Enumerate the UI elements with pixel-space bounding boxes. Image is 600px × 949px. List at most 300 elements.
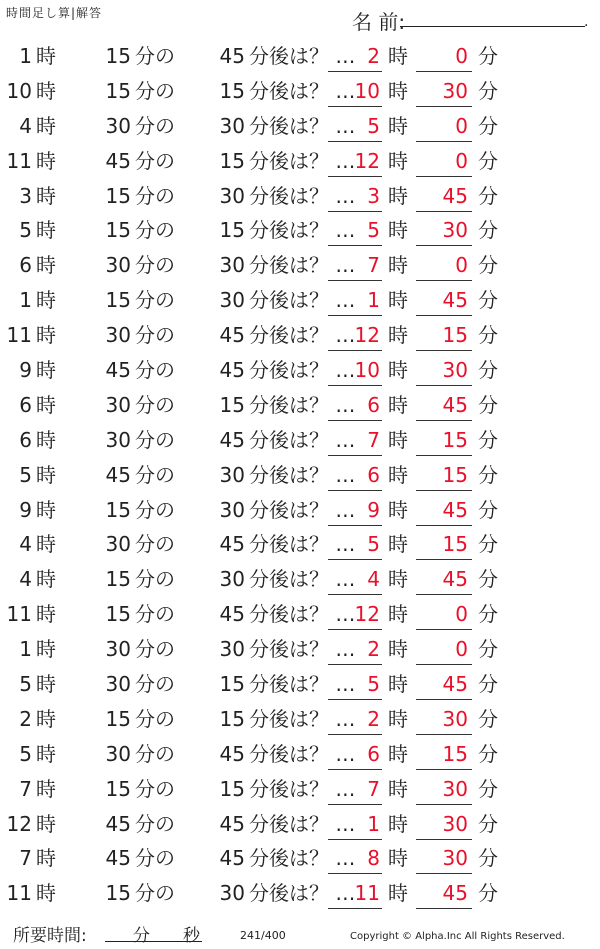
answer-minute-blank[interactable]	[416, 176, 472, 177]
hour-label: 時	[36, 602, 56, 627]
answer-hour-label: 時	[388, 567, 408, 592]
answer-hour: 12	[354, 323, 380, 348]
answer-hour-blank[interactable]	[328, 559, 382, 560]
answer-hour-label: 時	[388, 672, 408, 697]
answer-hour-blank[interactable]	[328, 385, 382, 386]
added-minutes: 15	[219, 218, 245, 243]
answer-hour-label: 時	[388, 846, 408, 871]
problem-row	[0, 213, 600, 248]
answer-minute: 0	[455, 113, 468, 138]
hour-label: 時	[36, 288, 56, 313]
answer-hour-label: 時	[388, 637, 408, 662]
start-minute: 15	[105, 881, 131, 906]
start-minute: 30	[105, 113, 131, 138]
answer-minute-blank[interactable]	[416, 245, 472, 246]
answer-hour-blank[interactable]	[328, 176, 382, 177]
answer-minute-label: 分	[478, 183, 498, 208]
problem-list	[0, 39, 600, 911]
minute-of-label: 分の	[135, 462, 175, 487]
minute-of-label: 分の	[135, 183, 175, 208]
problem-row	[0, 39, 600, 74]
answer-minute-label: 分	[478, 113, 498, 138]
answer-minute-blank[interactable]	[416, 699, 472, 700]
answer-hour-blank[interactable]	[328, 420, 382, 421]
hour-label: 時	[36, 776, 56, 801]
start-hour: 4	[19, 532, 32, 557]
answer-hour-label: 時	[388, 253, 408, 278]
answer-hour: 2	[367, 44, 380, 68]
answer-hour: 10	[354, 78, 380, 103]
minute-of-label: 分の	[135, 218, 175, 243]
start-hour: 5	[19, 218, 32, 243]
start-minute: 30	[105, 741, 131, 766]
hour-label: 時	[36, 672, 56, 697]
problem-row	[0, 807, 600, 842]
answer-hour: 1	[367, 288, 380, 313]
start-hour: 7	[19, 776, 32, 801]
answer-hour-blank[interactable]	[328, 490, 382, 491]
answer-hour-label: 時	[388, 427, 408, 452]
start-minute: 30	[105, 323, 131, 348]
answer-hour-label: 時	[388, 532, 408, 557]
start-minute: 30	[105, 672, 131, 697]
start-hour: 9	[19, 497, 32, 522]
answer-hour-label: 時	[388, 358, 408, 383]
start-minute: 45	[105, 358, 131, 383]
answer-hour: 1	[367, 811, 380, 836]
answer-minute-blank[interactable]	[416, 908, 472, 909]
problem-row	[0, 109, 600, 144]
after-label: 分後は？ …	[249, 113, 356, 138]
answer-hour-blank[interactable]	[328, 908, 382, 909]
problem-row	[0, 423, 600, 458]
added-minutes: 45	[219, 532, 245, 557]
answer-minute: 30	[442, 811, 468, 836]
answer-minute-label: 分	[478, 462, 498, 487]
answer-minute-blank[interactable]	[416, 350, 472, 351]
answer-minute-blank[interactable]	[416, 280, 472, 281]
problem-row	[0, 737, 600, 772]
answer-minute-blank[interactable]	[416, 420, 472, 421]
hour-label: 時	[36, 148, 56, 173]
problem-row	[0, 144, 600, 179]
minute-of-label: 分の	[135, 637, 175, 662]
minute-of-label: 分の	[135, 323, 175, 348]
answer-hour: 7	[367, 427, 380, 452]
start-minute: 45	[105, 846, 131, 871]
answer-minute-label: 分	[478, 637, 498, 662]
problem-row	[0, 667, 600, 702]
start-hour: 2	[19, 706, 32, 731]
start-minute: 45	[105, 462, 131, 487]
answer-hour: 5	[367, 113, 380, 138]
added-minutes: 45	[219, 811, 245, 836]
answer-minute-label: 分	[478, 323, 498, 348]
after-label: 分後は？ …	[249, 462, 356, 487]
start-hour: 11	[6, 148, 32, 173]
answer-hour-label: 時	[388, 323, 408, 348]
minute-of-label: 分の	[135, 881, 175, 906]
answer-hour: 11	[354, 881, 380, 906]
minute-of-label: 分の	[135, 741, 175, 766]
after-label: 分後は？ …	[249, 427, 356, 452]
start-hour: 11	[6, 881, 32, 906]
added-minutes: 45	[219, 741, 245, 766]
answer-hour-label: 時	[388, 392, 408, 417]
answer-minute: 30	[442, 776, 468, 801]
added-minutes: 15	[219, 148, 245, 173]
answer-hour-label: 時	[388, 462, 408, 487]
added-minutes: 30	[219, 462, 245, 487]
answer-hour-blank[interactable]	[328, 141, 382, 142]
name-line[interactable]	[400, 26, 585, 27]
answer-minute-blank[interactable]	[416, 71, 472, 72]
answer-minute-blank[interactable]	[416, 490, 472, 491]
hour-label: 時	[36, 427, 56, 452]
name-dot: .	[584, 14, 589, 30]
answer-minute: 30	[442, 846, 468, 871]
answer-minute-label: 分	[478, 253, 498, 278]
answer-minute-blank[interactable]	[416, 804, 472, 805]
added-minutes: 45	[219, 323, 245, 348]
answer-minute-blank[interactable]	[416, 769, 472, 770]
answer-minute: 45	[442, 392, 468, 417]
after-label: 分後は？ …	[249, 392, 356, 417]
minute-of-label: 分の	[135, 672, 175, 697]
start-hour: 12	[6, 811, 32, 836]
answer-hour-label: 時	[388, 78, 408, 103]
start-minute: 15	[105, 183, 131, 208]
added-minutes: 30	[219, 183, 245, 208]
added-minutes: 45	[219, 846, 245, 871]
answer-hour: 9	[367, 497, 380, 522]
answer-minute: 30	[442, 78, 468, 103]
start-minute: 15	[105, 288, 131, 313]
answer-minute-label: 分	[478, 881, 498, 906]
after-label: 分後は？ …	[249, 532, 356, 557]
added-minutes: 30	[219, 637, 245, 662]
answer-hour-label: 時	[388, 602, 408, 627]
answer-minute-label: 分	[478, 776, 498, 801]
problem-row	[0, 772, 600, 807]
added-minutes: 15	[219, 392, 245, 417]
answer-minute-label: 分	[478, 427, 498, 452]
answer-minute-blank[interactable]	[416, 106, 472, 107]
problem-row	[0, 562, 600, 597]
answer-hour-blank[interactable]	[328, 455, 382, 456]
added-minutes: 15	[219, 672, 245, 697]
answer-minute-label: 分	[478, 602, 498, 627]
answer-minute: 0	[455, 44, 468, 68]
answer-minute-label: 分	[478, 532, 498, 557]
minute-of-label: 分の	[135, 253, 175, 278]
hour-label: 時	[36, 44, 56, 68]
after-label: 分後は？ …	[249, 881, 356, 906]
start-hour: 6	[19, 427, 32, 452]
hour-label: 時	[36, 567, 56, 592]
start-minute: 30	[105, 392, 131, 417]
answer-minute-blank[interactable]	[416, 211, 472, 212]
answer-hour-blank[interactable]	[328, 699, 382, 700]
hour-label: 時	[36, 253, 56, 278]
minute-of-label: 分の	[135, 358, 175, 383]
answer-minute: 0	[455, 148, 468, 173]
answer-minute-blank[interactable]	[416, 873, 472, 874]
start-minute: 45	[105, 148, 131, 173]
answer-minute: 45	[442, 567, 468, 592]
answer-minute-blank[interactable]	[416, 455, 472, 456]
start-hour: 1	[19, 637, 32, 662]
after-label: 分後は？ …	[249, 497, 356, 522]
problem-row	[0, 74, 600, 109]
answer-hour-blank[interactable]	[328, 769, 382, 770]
problem-row	[0, 283, 600, 318]
name-label: 名 前:	[352, 10, 406, 34]
answer-hour-blank[interactable]	[328, 873, 382, 874]
after-label: 分後は？ …	[249, 846, 356, 871]
start-hour: 11	[6, 602, 32, 627]
after-label: 分後は？ …	[249, 218, 356, 243]
answer-minute-label: 分	[478, 78, 498, 103]
answer-hour-label: 時	[388, 148, 408, 173]
start-minute: 30	[105, 427, 131, 452]
answer-hour: 12	[354, 148, 380, 173]
start-hour: 5	[19, 741, 32, 766]
after-label: 分後は？ …	[249, 253, 356, 278]
after-label: 分後は？ …	[249, 183, 356, 208]
answer-minute: 45	[442, 497, 468, 522]
answer-minute-label: 分	[478, 358, 498, 383]
hour-label: 時	[36, 323, 56, 348]
start-minute: 30	[105, 637, 131, 662]
answer-minute-label: 分	[478, 44, 498, 68]
answer-hour-label: 時	[388, 497, 408, 522]
added-minutes: 15	[219, 776, 245, 801]
answer-minute-label: 分	[478, 741, 498, 766]
added-minutes: 45	[219, 44, 245, 68]
start-minute: 15	[105, 602, 131, 627]
time-minute-label: 分	[133, 926, 150, 946]
hour-label: 時	[36, 706, 56, 731]
hour-label: 時	[36, 78, 56, 103]
copyright: Copyright © Alpha.Inc All Rights Reserved.	[350, 931, 565, 942]
start-hour: 1	[19, 288, 32, 313]
answer-hour-blank[interactable]	[328, 839, 382, 840]
answer-hour-label: 時	[388, 44, 408, 68]
minute-of-label: 分の	[135, 44, 175, 68]
answer-hour: 5	[367, 672, 380, 697]
problem-row	[0, 248, 600, 283]
start-minute: 15	[105, 706, 131, 731]
answer-minute: 0	[455, 602, 468, 627]
hour-label: 時	[36, 811, 56, 836]
hour-label: 時	[36, 392, 56, 417]
start-hour: 10	[6, 78, 32, 103]
problem-row	[0, 597, 600, 632]
start-hour: 11	[6, 323, 32, 348]
added-minutes: 30	[219, 288, 245, 313]
answer-hour-blank[interactable]	[328, 211, 382, 212]
hour-label: 時	[36, 846, 56, 871]
hour-label: 時	[36, 462, 56, 487]
after-label: 分後は？ …	[249, 567, 356, 592]
answer-hour-label: 時	[388, 776, 408, 801]
start-hour: 9	[19, 358, 32, 383]
start-hour: 7	[19, 846, 32, 871]
answer-hour-label: 時	[388, 881, 408, 906]
minute-of-label: 分の	[135, 776, 175, 801]
answer-hour: 7	[367, 253, 380, 278]
added-minutes: 30	[219, 253, 245, 278]
answer-hour: 6	[367, 392, 380, 417]
start-minute: 15	[105, 497, 131, 522]
minute-of-label: 分の	[135, 532, 175, 557]
start-hour: 4	[19, 113, 32, 138]
answer-minute-blank[interactable]	[416, 839, 472, 840]
problem-row	[0, 632, 600, 667]
start-minute: 15	[105, 776, 131, 801]
answer-minute: 30	[442, 706, 468, 731]
problem-row	[0, 702, 600, 737]
after-label: 分後は？ …	[249, 358, 356, 383]
answer-hour: 2	[367, 637, 380, 662]
answer-minute-blank[interactable]	[416, 385, 472, 386]
hour-label: 時	[36, 218, 56, 243]
start-minute: 30	[105, 532, 131, 557]
after-label: 分後は？ …	[249, 741, 356, 766]
answer-minute-label: 分	[478, 811, 498, 836]
answer-minute: 15	[442, 532, 468, 557]
start-hour: 6	[19, 253, 32, 278]
worksheet-title: 時間足し算|解答	[6, 6, 103, 20]
answer-minute: 45	[442, 183, 468, 208]
problem-row	[0, 493, 600, 528]
answer-minute: 15	[442, 323, 468, 348]
answer-minute-label: 分	[478, 497, 498, 522]
added-minutes: 30	[219, 113, 245, 138]
answer-hour-label: 時	[388, 113, 408, 138]
answer-minute-blank[interactable]	[416, 594, 472, 595]
time-second-label: 秒	[183, 926, 200, 946]
added-minutes: 15	[219, 706, 245, 731]
after-label: 分後は？ …	[249, 323, 356, 348]
answer-minute: 15	[442, 427, 468, 452]
answer-minute-blank[interactable]	[416, 629, 472, 630]
answer-minute-blank[interactable]	[416, 525, 472, 526]
minute-of-label: 分の	[135, 113, 175, 138]
answer-minute-label: 分	[478, 567, 498, 592]
answer-minute: 0	[455, 637, 468, 662]
added-minutes: 30	[219, 567, 245, 592]
hour-label: 時	[36, 113, 56, 138]
minute-of-label: 分の	[135, 288, 175, 313]
hour-label: 時	[36, 358, 56, 383]
answer-minute-blank[interactable]	[416, 734, 472, 735]
problem-row	[0, 353, 600, 388]
answer-hour-blank[interactable]	[328, 71, 382, 72]
minute-of-label: 分の	[135, 567, 175, 592]
answer-minute-blank[interactable]	[416, 315, 472, 316]
answer-minute: 45	[442, 881, 468, 906]
after-label: 分後は？ …	[249, 78, 356, 103]
answer-hour: 7	[367, 776, 380, 801]
start-hour: 5	[19, 672, 32, 697]
problem-row	[0, 527, 600, 562]
answer-hour-blank[interactable]	[328, 525, 382, 526]
added-minutes: 45	[219, 358, 245, 383]
answer-minute: 45	[442, 672, 468, 697]
after-label: 分後は？ …	[249, 776, 356, 801]
answer-hour-blank[interactable]	[328, 734, 382, 735]
answer-hour-blank[interactable]	[328, 315, 382, 316]
answer-hour: 12	[354, 602, 380, 627]
problem-row	[0, 841, 600, 876]
added-minutes: 30	[219, 497, 245, 522]
answer-hour-blank[interactable]	[328, 629, 382, 630]
hour-label: 時	[36, 881, 56, 906]
after-label: 分後は？ …	[249, 602, 356, 627]
answer-hour-label: 時	[388, 706, 408, 731]
hour-label: 時	[36, 183, 56, 208]
answer-hour-blank[interactable]	[328, 350, 382, 351]
answer-hour: 6	[367, 462, 380, 487]
answer-hour-blank[interactable]	[328, 594, 382, 595]
minute-of-label: 分の	[135, 497, 175, 522]
minute-of-label: 分の	[135, 602, 175, 627]
after-label: 分後は？ …	[249, 44, 356, 68]
answer-hour-blank[interactable]	[328, 245, 382, 246]
minute-of-label: 分の	[135, 846, 175, 871]
answer-minute: 15	[442, 741, 468, 766]
answer-hour-label: 時	[388, 218, 408, 243]
after-label: 分後は？ …	[249, 148, 356, 173]
start-minute: 30	[105, 253, 131, 278]
answer-hour-blank[interactable]	[328, 106, 382, 107]
answer-minute-label: 分	[478, 672, 498, 697]
answer-minute: 0	[455, 253, 468, 278]
page-number: 241/400	[240, 929, 286, 942]
answer-minute: 45	[442, 288, 468, 313]
answer-hour-blank[interactable]	[328, 280, 382, 281]
answer-hour-label: 時	[388, 288, 408, 313]
answer-minute: 30	[442, 358, 468, 383]
start-hour: 5	[19, 462, 32, 487]
start-minute: 45	[105, 811, 131, 836]
answer-hour: 6	[367, 741, 380, 766]
after-label: 分後は？ …	[249, 811, 356, 836]
problem-row	[0, 179, 600, 214]
answer-minute-blank[interactable]	[416, 559, 472, 560]
added-minutes: 30	[219, 881, 245, 906]
answer-minute-label: 分	[478, 288, 498, 313]
answer-hour: 8	[367, 846, 380, 871]
hour-label: 時	[36, 741, 56, 766]
minute-of-label: 分の	[135, 148, 175, 173]
answer-minute-label: 分	[478, 392, 498, 417]
answer-minute-blank[interactable]	[416, 141, 472, 142]
minute-of-label: 分の	[135, 392, 175, 417]
minute-of-label: 分の	[135, 427, 175, 452]
answer-minute-blank[interactable]	[416, 664, 472, 665]
answer-hour-blank[interactable]	[328, 664, 382, 665]
minute-of-label: 分の	[135, 811, 175, 836]
hour-label: 時	[36, 497, 56, 522]
answer-minute: 30	[442, 218, 468, 243]
start-hour: 4	[19, 567, 32, 592]
answer-hour-blank[interactable]	[328, 804, 382, 805]
answer-hour-label: 時	[388, 183, 408, 208]
after-label: 分後は？ …	[249, 637, 356, 662]
